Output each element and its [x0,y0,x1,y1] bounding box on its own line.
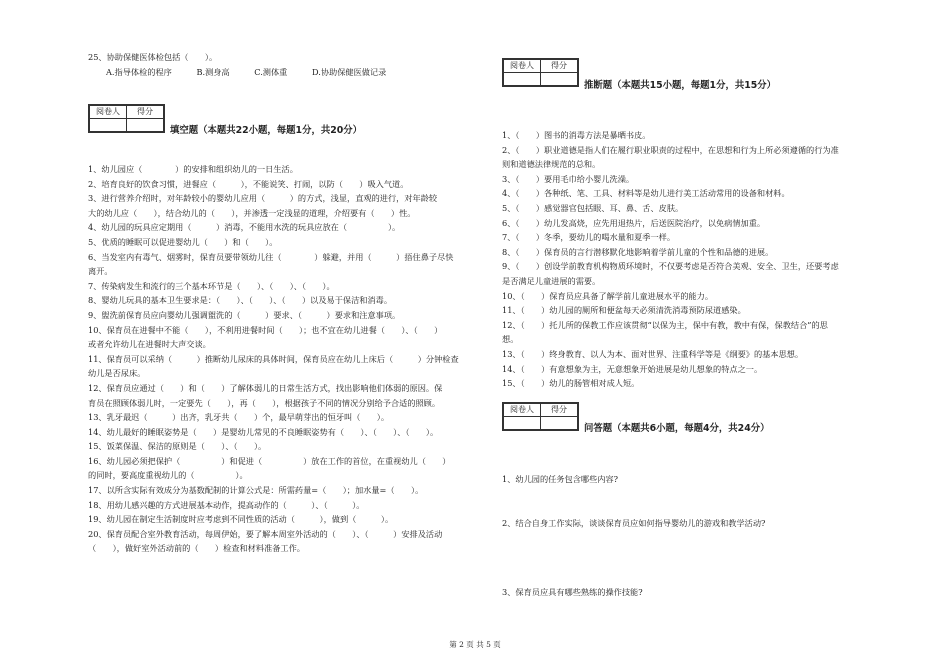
judge-line: 1、（ ）图书的消毒方法是暴晒书皮。 [502,130,651,140]
reviewer-label: 阅卷人 [504,404,541,417]
judge-line: 15、（ ）幼儿的肠管相对成人短。 [502,378,640,389]
fill-line: 的同时，要高度重视幼儿的（ ）。 [88,470,248,481]
judge-line: 12、（ ）托儿所的保教工作应该贯彻“以保为主，保中有教，教中有保，保教结合”的思 [502,319,828,330]
judge-line: 14、（ ）有意想象为主，无意想象开始进展是幼儿想象的特点之一。 [502,363,763,374]
fill-line: 18、用幼儿感兴趣的方式进展基本动作，提高动作的（ ）、（ ）。 [88,499,365,510]
fill-line: 大的幼儿应（ ），结合幼儿的（ ），并渗透一定浅显的道理，介绍要有（ ）性。 [88,207,416,218]
qa-question-1: 1、幼儿园的任务包含哪些内容? [502,474,619,484]
fill-line: 育员在照顾体弱儿时，一定要先（ ），再（ ），根据孩子不同的情况分别给予合适的照顾。 [88,397,441,408]
fill-section-title: 填空题（本题共22小题，每题1分，共20分） [170,125,362,136]
score-label: 得分 [541,404,578,417]
judge-line: 8、（ ）保育员的言行潜移默化地影响着学前儿童的个性和品德的进展。 [502,246,774,257]
fill-line: 17、以所含实际有效成分为基数配制的计算公式是：所需药量=（ ）；加水量=（ ）。 [88,485,424,496]
fill-line: 6、当发室内有毒气、烟雾时，保育员要带领幼儿往（ ）躲避，并用（ ）捂住鼻子尽快 [88,251,454,262]
option-b: B.测身高 [196,66,230,77]
reviewer-cell [90,119,127,132]
fill-line: 4、幼儿园的玩具应定期用（ ）消毒，不能用水洗的玩具应放在（ ）。 [88,222,401,233]
reviewer-cell [504,73,541,86]
judge-line: 则和道德法律规范的总和。 [502,159,601,170]
reviewer-label: 阅卷人 [504,60,541,73]
fill-line: 或者允许幼儿在进餐时大声交谈。 [88,339,211,350]
score-box-judge [502,58,579,87]
qa-question-2: 2、结合自身工作实际，谈谈保育员应如何指导婴幼儿的游戏和教学活动? [502,518,766,528]
judge-line: 2、（ ）职业道德是指人们在履行职业职责的过程中，在思想和行为上所必须遵循的行为准 [502,144,839,155]
option-d: D.协助保健医做记录 [311,66,387,77]
question-25 [88,50,483,79]
fill-line: 9、盥洗前保育员应向婴幼儿强调盥洗的（ ）要求、（ ）要求和注意事项。 [88,309,401,320]
fill-line: 13、乳牙最迟（ ）出齐，乳牙共（ ）个，最早萌芽出的恒牙叫（ ）。 [88,412,390,423]
score-label: 得分 [127,106,164,119]
fill-line: 19、幼儿园在制定生活制度时应考虑到不同性质的活动（ ），做到（ ）。 [88,514,394,525]
judge-line: 10、（ ）保育员应具备了解学前儿童进展水平的能力。 [502,290,714,301]
fill-question-list [88,162,483,556]
judge-line: 想。 [502,334,519,345]
fill-line: 16、幼儿园必须把保护（ ）和促进（ ）放在工作的首位，在重视幼儿（ ） [88,455,451,466]
score-box-fill [88,104,165,133]
score-label: 得分 [541,60,578,73]
fill-line: 离开。 [88,266,113,277]
judge-line: 11、（ ）幼儿园的厕所和便盆每天必须清洗消毒预防尿道感染。 [502,305,746,316]
option-a: A.指导体检的程序 [106,66,172,77]
fill-line: 11、保育员可以采纳（ ）推断幼儿尿床的具体时间，保育员应在幼儿上床后（ ）分钟检查 [88,353,459,364]
fill-line: 12、保育员应通过（ ）和（ ）了解体弱儿的日常生活方式，找出影响他们体弱的原因。保 [88,382,443,393]
fill-line: 20、保育员配合室外教育活动，每周伊始，要了解本周室外活动的（ ）、（ ）安排及活动 [88,528,443,539]
score-cell [541,417,578,430]
qa-question-3: 3、保育员应具有哪些熟练的操作技能? [502,587,643,597]
fill-line: 7、传染病发生和流行的三个基本环节是（ ）、（ ）、（ ）。 [88,280,335,291]
fill-line: 8、婴幼儿玩具的基本卫生要求是：（ ）、（ ）、（ ）以及易于保洁和消毒。 [88,295,393,306]
reviewer-cell [504,417,541,430]
fill-line: 5、优质的睡眠可以促进婴幼儿（ ）和（ ）。 [88,236,278,247]
judge-line: 3、（ ）要用毛巾给小婴儿洗澡。 [502,173,635,184]
score-cell [127,119,164,132]
reviewer-label: 阅卷人 [90,106,127,119]
score-box-qa [502,402,579,431]
judge-line: 9、（ ）创设学前教育机构物质环境时，不仅要考虑是否符合美观、安全、卫生，还要考虑 [502,261,839,272]
judge-section-title: 推断题（本题共15小题，每题1分，共15分） [584,80,776,91]
question-25-options [88,65,483,80]
judge-line: 13、（ ）终身教育、以人为本、面对世界、注重科学等是《纲要》的基本思想。 [502,348,804,359]
fill-line: 10、保育员在进餐中不能（ ），不利用进餐时间（ ）；也不宜在幼儿进餐（ ）、（ ） [88,324,443,335]
fill-line: 14、幼儿最好的睡眠姿势是（ ）是婴幼儿常见的不良睡眠姿势有（ ）、（ ）、（ ）。 [88,426,439,437]
judge-line: 4、（ ）各种纸、笔、工具、材料等是幼儿进行美工活动常用的设备和材料。 [502,188,790,199]
qa-section-title: 问答题（本题共6小题，每题4分，共24分） [584,423,770,434]
judge-line: 是否满足儿童进展的需要。 [502,275,601,286]
fill-line: 1、幼儿园应（ ）的安排和组织幼儿的一日生活。 [88,164,298,174]
judge-line: 7、（ ）冬季，要幼儿的喝水量和夏季一样。 [502,232,676,243]
fill-line: 3、进行营养介绍时，对年龄较小的婴幼儿应用（ ）的方式，浅显，直观的进行，对年龄较 [88,193,438,204]
fill-line: 2、培育良好的饮食习惯，进餐应（ ），不能说笑、打闹，以防（ ）吸入气道。 [88,178,409,189]
judge-line: 5、（ ）感觉器官包括眼、耳、鼻、舌、皮肤。 [502,202,684,213]
fill-line: 15、饭菜保温、保洁的原则是（ ）、（ ）。 [88,441,267,452]
score-cell [541,73,578,86]
judge-line: 6、（ ）幼儿发高烧，应先用退热片，后送医院治疗，以免病情加重。 [502,217,766,228]
fill-line: 幼儿是否尿床。 [88,368,146,379]
judge-question-list [502,128,907,391]
page-footer: 第 2 页 共 5 页 [449,640,501,649]
option-c: C.测体重 [254,66,288,77]
question-25-stem: 25、协助保健医体检包括（ ）。 [88,52,218,62]
fill-line: （ ），做好室外活动前的（ ）检查和材料准备工作。 [88,543,305,554]
